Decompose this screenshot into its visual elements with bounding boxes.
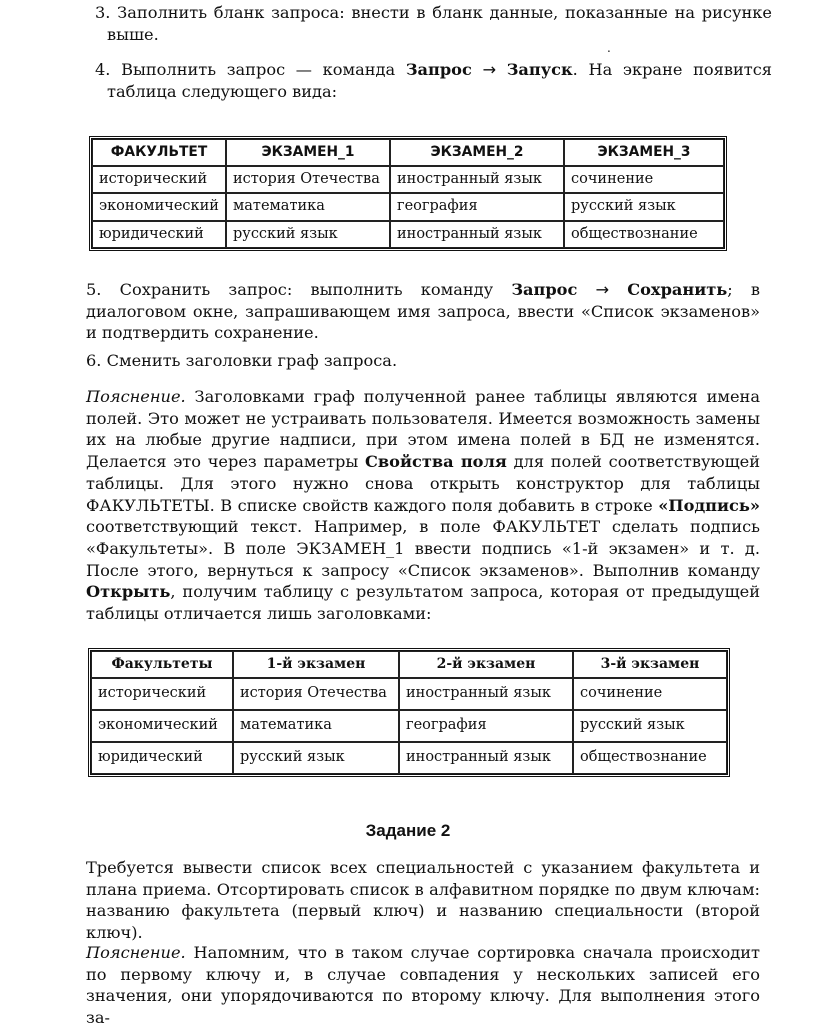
col-header: 2-й экзамен [399,651,573,678]
table-row [91,710,727,742]
step-5 [86,279,760,344]
table-row [92,166,724,193]
explanation-text: соответствующий текст. Например, в поле ФАКУЛЬТЕТ сделать подпись «Факультеты». В поле ЭКЗАМЕН_1 ввести подпись «1-й экзамен» и т. д. После этого, вернуться к запросу «Список экзаменов». Выполнив команду [86,517,760,580]
arrow-icon: → [595,280,610,299]
table-cell: русский язык [226,221,390,248]
table-cell: история Отечества [226,166,390,193]
open-command-term: Открыть [86,582,171,602]
explanation-2 [86,942,760,1029]
col-header: 1-й экзамен [233,651,399,678]
table-cell: иностранный язык [399,742,573,774]
table-cell: русский язык [564,193,724,220]
table-cell: сочинение [573,678,727,710]
step-5-cmd-save: Сохранить [627,280,728,299]
step-4-prefix: 4. Выполнить запрос — команда [95,60,406,79]
task-2-body: Требуется вывести список всех специальностей с указанием факультета и плана приема. Отсортировать список в алфавитном порядке по двум ключам: названию факультета (первый ключ) и названию специальности (второй ключ). [86,858,760,943]
renamed-headers-table [88,648,730,777]
table-cell: история Отечества [233,678,399,710]
query-result-table [89,136,727,251]
explanation-text: Заголовками граф полученной ранее таблицы являются имена полей. Это может не устраивать пользователя. Имеется возможность замены их на любые другие надписи, при этом имена полей в БД не изменятся. Делается это через параметры [86,387,760,472]
table-cell: экономический [91,710,233,742]
explanation-text: Напомним, что в таком случае сортировка сначала происходит по первому ключу и, в случае совпадения у нескольких записей его значения, они упорядочиваются по второму ключу. Для выполнения этого за- [86,943,760,1028]
col-header: ЭКЗАМЕН_3 [564,139,724,166]
table-cell: иностранный язык [390,166,564,193]
table-row [92,193,724,220]
caption-term: «Подпись» [658,495,760,515]
table-cell: география [399,710,573,742]
step-4 [95,59,772,102]
col-header: ЭКЗАМЕН_2 [390,139,564,166]
col-header: ФАКУЛЬТЕТ [92,139,226,166]
explanation-text: для полей соответствующей таблицы. Для этого нужно снова открыть конструктор для таблицы ФАКУЛЬТЕТЫ. В списке свойств каждого поля добавить в строке [86,452,761,515]
step-4-cmd-query: Запрос [405,60,472,79]
col-header: ЭКЗАМЕН_1 [226,139,390,166]
table-cell: обществознание [564,221,724,248]
step-6-text: 6. Сменить заголовки граф запроса. [86,351,398,370]
table-cell: иностранный язык [399,678,573,710]
step-5-prefix: 5. Сохранить запрос: выполнить команду [86,280,512,299]
table-row [92,221,724,248]
table-cell: математика [226,193,390,220]
col-header: Факультеты [91,651,233,678]
table-cell: математика [233,710,399,742]
field-properties-term: Свойства поля [365,452,507,472]
table-cell: экономический [92,193,226,220]
col-header: 3-й экзамен [573,651,727,678]
table-cell: юридический [91,742,233,774]
table-cell: обществознание [573,742,727,774]
table-cell: русский язык [573,710,727,742]
table-row [91,742,727,774]
arrow-icon: → [482,60,497,79]
table-cell: иностранный язык [390,221,564,248]
task-2-heading: Задание 2 [365,821,451,840]
step-5-suffix: ; в диалоговом окне, запрашивающем имя запроса, ввести «Список экзаменов» и подтвердить сохранение. [86,280,760,343]
table-cell: география [390,193,564,220]
step-6 [86,350,760,372]
table-cell: исторический [91,678,233,710]
explanation-lead: Пояснение. [86,387,186,406]
stray-dot: . [607,41,611,55]
step-4-cmd-run: Запуск [506,60,573,79]
table-cell: исторический [92,166,226,193]
table-cell: русский язык [233,742,399,774]
explanation-text: , получим таблицу с результатом запроса, которая от предыдущей таблицы отличается лишь заголовками: [86,582,760,624]
table-cell: сочинение [564,166,724,193]
table-header-row [92,139,724,166]
table-cell: юридический [92,221,226,248]
explanation-lead: Пояснение. [86,943,186,962]
table-header-row [91,651,727,678]
table-row [91,678,727,710]
task-2-text [86,857,760,944]
explanation-1 [86,386,760,625]
step-5-cmd-query: Запрос [511,280,578,299]
step-3-text: 3. Заполнить бланк запроса: внести в бланк данные, показанные на рисунке выше. [95,3,772,44]
step-3 [95,2,772,45]
step-4-suffix: . На экране появится таблица следующего вида: [107,60,772,101]
